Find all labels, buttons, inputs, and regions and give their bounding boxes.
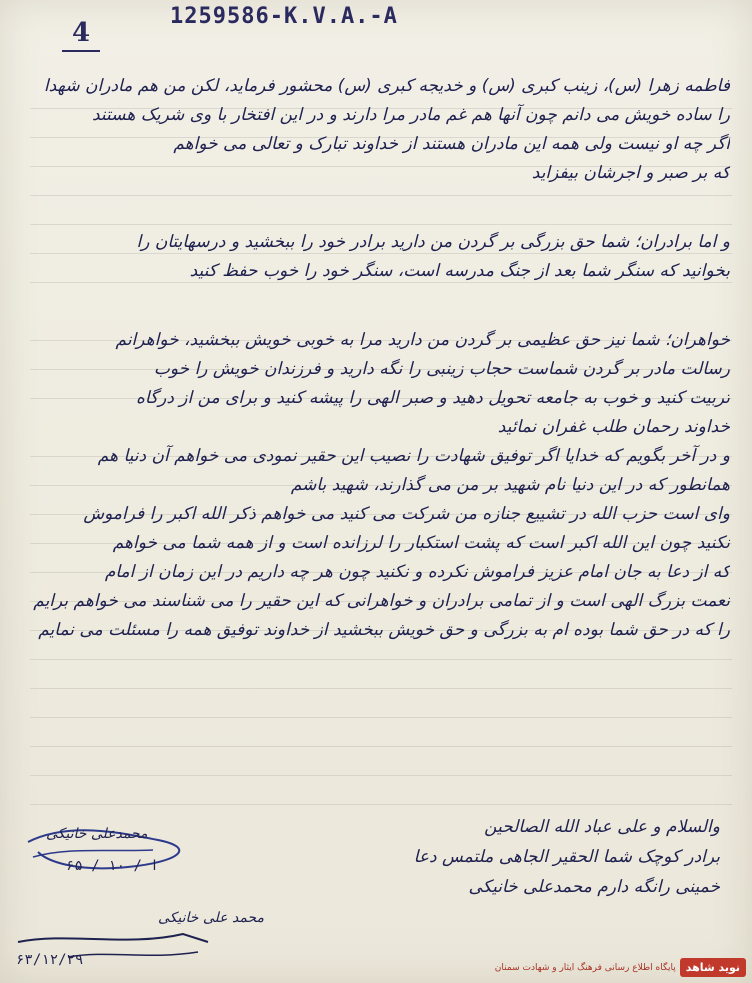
- letter-line: تربیت کنید و خوب به جامعه تحویل دهید و صبر الهی را پیشه کنید و برای من از درگاه: [135, 388, 730, 408]
- reference-number: 1259586-K.V.A.-A: [170, 4, 398, 29]
- signature-date: ۶۳/۱۲/۲۹: [16, 952, 84, 968]
- closing-line: برادر کوچک شما الحقیر الجاهی ملتمس دعا: [413, 847, 720, 867]
- signature-date: ا / ۱۰ / ۶۵: [66, 858, 159, 874]
- closing-line: خمینی رانگه دارم محمدعلی خانیکی: [468, 877, 720, 897]
- ruled-line: [30, 659, 732, 660]
- footer-logo: [495, 958, 746, 977]
- letter-body: [30, 72, 730, 645]
- page-number: 4: [62, 18, 100, 52]
- letter-line: خواهران؛ شما نیز حق عظیمی بر گردن من دارید مرا به خوبی خویش ببخشید، خواهرانم: [115, 330, 730, 350]
- letter-line: که بر صبر و اجرشان بیفزاید: [531, 163, 730, 183]
- ruled-line: [30, 775, 732, 776]
- letter-line: بخوانید که سنگر شما بعد از جنگ مدرسه است، سنگر خود را خوب حفظ کنید: [189, 261, 730, 281]
- letter-closing: [200, 812, 720, 902]
- letter-line: نکنید چون این الله اکبر است که پشت استکبار را لرزانده است و از همه شما می خواهم: [112, 533, 730, 553]
- signature-scribble-icon: [8, 822, 228, 972]
- ruled-line: [30, 804, 732, 805]
- signature-name: محمد علی خانیکی: [158, 910, 264, 926]
- letter-line: نعمت بزرگ الهی است و از تمامی برادران و خواهرانی که این حقیر را می شناسند می خواهم برایم: [33, 591, 730, 611]
- ruled-line: [30, 688, 732, 689]
- ruled-line: [30, 717, 732, 718]
- closing-line: والسلام و علی عباد الله الصالحین: [484, 817, 720, 837]
- letter-line: وای است حزب الله در تشییع جنازه من شرکت می کنید می خواهم ذکر الله اکبر را فراموش: [83, 504, 730, 524]
- letter-line: که از دعا به جان امام عزیز فراموش نکرده و نکنید چون هر چه داریم در این زمان از امام: [104, 562, 730, 582]
- letter-line: را که در حق شما بوده ام به بزرگی و حق خویش ببخشید از خداوند توفیق همه را مسئلت می نمایم: [38, 620, 730, 640]
- signature: [8, 822, 264, 972]
- letter-line: و در آخر بگویم که خدایا اگر توفیق شهادت را نصیب این حقیر نمودی می خواهم آن دنیا هم: [97, 446, 730, 466]
- letter-line: فاطمه زهرا (س)، زینب کبری (س) و خدیجه کبری (س) محشور فرماید، لکن من هم مادران شهدا: [43, 76, 730, 96]
- letter-line: و اما برادران؛ شما حق بزرگی بر گردن من دارید برادر خود را ببخشید و درسهایتان را: [136, 232, 730, 252]
- logo-mark: نوید شاهد: [680, 958, 746, 977]
- letter-line: رسالت مادر بر گردن شماست حجاب زینبی را نگه دارید و فرزندان خویش را خوب: [153, 359, 730, 379]
- ruled-line: [30, 746, 732, 747]
- letter-line: اگر چه او نیست ولی همه این مادران هستند از خداوند تبارک و تعالی می خواهم: [173, 134, 730, 154]
- letter-line: همانطور که در این دنیا نام شهید بر من می گذارند، شهید باشم: [290, 475, 730, 495]
- letter-line: را ساده خویش می دانم چون آنها هم غم مادر مرا دارند و در این افتخار با وی شریک هستند: [91, 105, 730, 125]
- signature-name: محمدعلی خانیکی: [46, 826, 148, 842]
- letter-line: خداوند رحمان طلب غفران نمائید: [497, 417, 730, 437]
- logo-caption: پایگاه اطلاع رسانی فرهنگ ایثار و شهادت سمنان: [494, 962, 676, 973]
